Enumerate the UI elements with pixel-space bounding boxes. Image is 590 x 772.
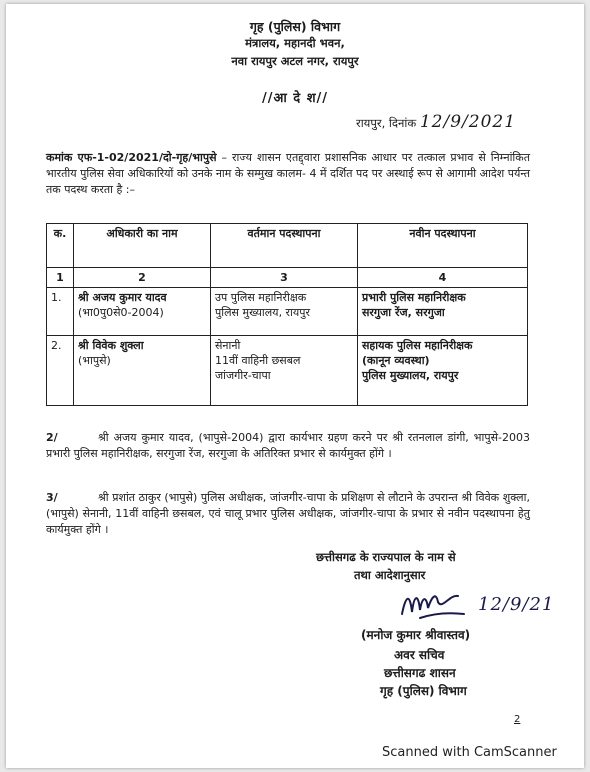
- new-posting-line: सरगुजा रेंज, सरगुजा: [362, 306, 445, 319]
- city-address: नवा रायपुर अटल नगर, रायपुर: [231, 54, 359, 68]
- officer-name-cell: [74, 288, 211, 336]
- intro-text: – राज्य शासन एतद्द्वारा प्रशासनिक आधार पर तत्काल प्रभाव से निम्नांकित भारतीय पुलिस सेवा अधिकारियों को उनके नाम के सम्मुख कालम- 4 में दर्शित पद पर अस्थाई रूप से आगामी आदेश पर्यन्त तक पदस्थ करता है :–: [46, 151, 530, 196]
- header-officer-name: अधिकारी का नाम: [74, 224, 211, 268]
- new-posting-line: प्रभारी पुलिस महानिरीक्षक: [362, 291, 466, 304]
- current-posting-line: उप पुलिस महानिरीक्षक: [215, 291, 307, 304]
- date-line: [356, 112, 516, 132]
- row-sn: 2.: [47, 336, 74, 406]
- officer-service: (भा0पु0से0-2004): [78, 306, 164, 319]
- intro-paragraph: [46, 150, 530, 198]
- paragraph-3: [46, 490, 530, 538]
- para-number: 3/: [46, 491, 58, 504]
- current-posting-line: 11वीं वाहिनी छसबल: [215, 354, 301, 367]
- signatory-designation: अवर सचिव: [394, 648, 445, 662]
- col-number: 4: [358, 268, 528, 288]
- current-posting-cell: [211, 336, 358, 406]
- date-label: रायपुर, दिनांक: [356, 116, 417, 130]
- handwritten-date: 12/9/2021: [419, 112, 517, 132]
- new-posting-line: (कानून व्यवस्था): [362, 354, 430, 367]
- page-number: 2: [514, 714, 521, 725]
- closing-line: तथा आदेशानुसार: [354, 568, 426, 582]
- officer-name-cell: [74, 336, 211, 406]
- col-number: 2: [74, 268, 211, 288]
- closing-line: छत्तीसगढ के राज्यपाल के नाम से: [316, 550, 456, 564]
- header-new-posting: नवीन पदस्थापना: [358, 224, 528, 268]
- scanner-watermark: Scanned with CamScanner: [382, 745, 557, 760]
- header-sn: क.: [47, 224, 74, 268]
- row-sn: 1.: [47, 288, 74, 336]
- col-number: 1: [47, 268, 74, 288]
- order-title: //आ दे श//: [261, 91, 329, 106]
- ministry-name: मंत्रालय, महानदी भवन,: [245, 36, 345, 50]
- paragraph-2: [46, 430, 530, 462]
- signatory-name: (मनोज कुमार श्रीवास्तव): [361, 628, 471, 642]
- new-posting-cell: [358, 288, 528, 336]
- officer-service: (भापुसे): [78, 354, 111, 367]
- new-posting-line: सहायक पुलिस महानिरीक्षक: [362, 339, 473, 352]
- officer-name: श्री अजय कुमार यादव: [78, 291, 167, 304]
- table-row: [47, 336, 528, 406]
- posting-table: [46, 223, 528, 406]
- table-row: [47, 288, 528, 336]
- para-text: श्री अजय कुमार यादव, (भापुसे-2004) द्वारा कार्यभार ग्रहण करने पर श्री रतनलाल डांगी, भापुसे-2003 प्रभारी पुलिस महानिरीक्षक, सरगुजा रेंज, सरगुजा के अतिरिक्त प्रभार से कार्यमुक्त होंगे ।: [46, 431, 530, 460]
- current-posting-cell: [211, 288, 358, 336]
- officer-name: श्री विवेक शुक्ला: [78, 339, 144, 352]
- current-posting-line: पुलिस मुख्यालय, रायपुर: [215, 306, 311, 319]
- signatory-dept: गृह (पुलिस) विभाग: [380, 684, 467, 698]
- department-name: गृह (पुलिस) विभाग: [249, 19, 341, 34]
- signature: [398, 584, 468, 624]
- header-current-posting: वर्तमान पदस्थापना: [211, 224, 358, 268]
- current-posting-line: जांजगीर-चापा: [215, 369, 271, 382]
- para-text: श्री प्रशांत ठाकुर (भापुसे) पुलिस अधीक्षक, जांजगीर-चापा के प्रशिक्षण से लौटाने के उपरान्त श्री विवेक शुक्ला, (भापुसे) सेनानी, 11वीं वाहिनी छसबल, एवं चालू प्रभार पुलिस अधीक्षक, जांजगीर-चापा के प्रभार से नवीन पदस्थापना हेतु कार्यमुक्त होंगे ।: [46, 491, 530, 536]
- new-posting-cell: [358, 336, 528, 406]
- signature-date: 12/9/21: [478, 594, 555, 615]
- current-posting-line: सेनानी: [215, 339, 241, 352]
- new-posting-line: पुलिस मुख्यालय, रायपुर: [362, 369, 459, 382]
- signature-stroke: [402, 596, 464, 618]
- table-header-row: [47, 224, 528, 268]
- document-page: [6, 4, 584, 768]
- column-number-row: [47, 268, 528, 288]
- order-number: कमांक एफ-1-02/2021/दो-गृह/भापुसे: [46, 151, 217, 164]
- para-number: 2/: [46, 431, 58, 444]
- signatory-govt: छत्तीसगढ शासन: [384, 666, 456, 680]
- col-number: 3: [211, 268, 358, 288]
